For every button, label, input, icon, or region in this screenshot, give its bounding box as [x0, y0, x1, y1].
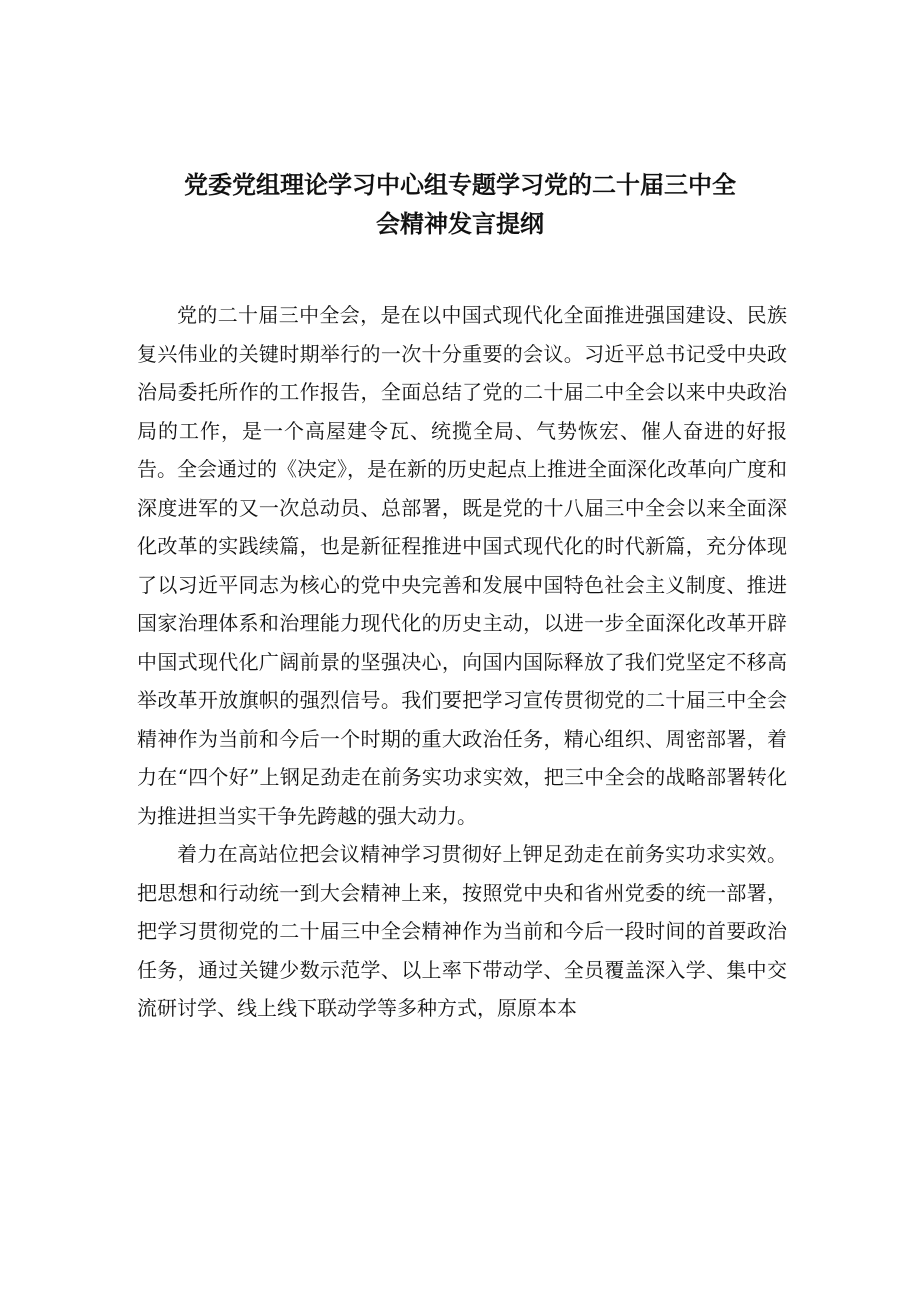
document-body — [137, 296, 787, 1028]
document-title — [120, 166, 800, 244]
title-line-1: 党委党组理论学习中心组专题学习党的二十届三中全 — [184, 171, 736, 199]
title-line-2: 会精神发言提纲 — [376, 210, 544, 238]
body-paragraph-2: 着力在高站位把会议精神学习贯彻好上钾足劲走在前务实功求实效。把思想和行动统一到大会精神上来，按照党中央和省州党委的统一部署，把学习贯彻党的二十届三中全会精神作为当前和今后一段时间的首要政治任务，通过关键少数示范学、以上率下带动学、全员覆盖深入学、集中交流研讨学、线上线下联动学等多种方式，原原本本 — [137, 842, 787, 1020]
body-paragraph-1: 党的二十届三中全会，是在以中国式现代化全面推进强国建设、民族复兴伟业的关键时期举行的一次十分重要的会议。习近平总书记受中央政治局委托所作的工作报告，全面总结了党的二十届二中全会以来中央政治局的工作，是一个高屋建令瓦、统揽全局、气势恢宏、催人奋进的好报告。全会通过的《决定》，是在新的历史起点上推进全面深化改革向广度和深度进军的又一次总动员、总部署，既是党的十八届三中全会以来全面深化改革的实践续篇，也是新征程推进中国式现代化的时代新篇，充分体现了以习近平同志为核心的党中央完善和发展中国特色社会主义制度、推进国家治理体系和治理能力现代化的历史主动，以进一步全面深化改革开辟中国式现代化广阔前景的坚强决心，向国内国际释放了我们党坚定不移高举改革开放旗帜的强烈信号。我们要把学习宣传贯彻党的二十届三中全会精神作为当前和今后一个时期的重大政治任务，精心组织、周密部署，着力在“四个好”上钢足劲走在前务实功求实效，把三中全会的战略部署转化为推进担当实干争先跨越的强大动力。 — [137, 303, 787, 828]
